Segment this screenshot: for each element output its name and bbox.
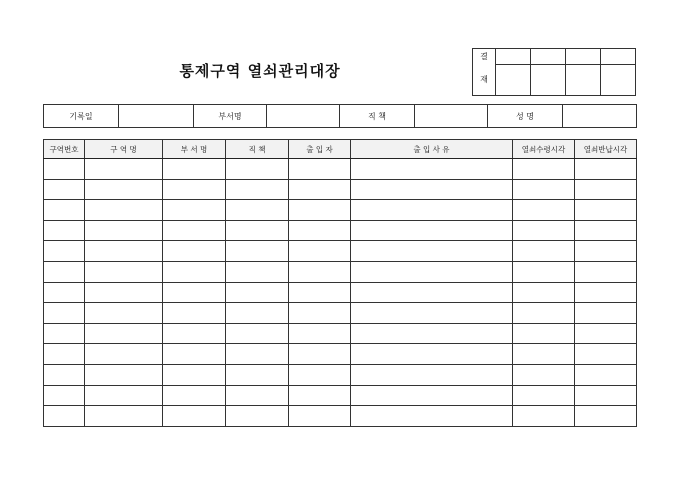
table-cell[interactable]: [44, 303, 85, 324]
table-cell[interactable]: [575, 364, 637, 385]
table-row: [44, 220, 637, 241]
table-cell[interactable]: [85, 159, 163, 180]
table-cell[interactable]: [226, 220, 289, 241]
approval-cell: [601, 49, 636, 65]
table-cell[interactable]: [44, 282, 85, 303]
position-label: 직 책: [340, 105, 415, 128]
table-cell[interactable]: [163, 282, 226, 303]
table-cell[interactable]: [85, 385, 163, 406]
table-cell[interactable]: [44, 200, 85, 221]
table-row: [44, 364, 637, 385]
table-cell[interactable]: [226, 179, 289, 200]
approval-sign-cell: [531, 65, 566, 96]
table-cell[interactable]: [351, 303, 513, 324]
table-cell[interactable]: [289, 200, 351, 221]
table-cell[interactable]: [575, 406, 637, 427]
table-cell[interactable]: [226, 261, 289, 282]
table-cell[interactable]: [163, 385, 226, 406]
header-entry-reason: 출 입 사 유: [351, 140, 513, 159]
header-key-returned-time: 열쇠반납시각: [575, 140, 637, 159]
table-cell[interactable]: [44, 344, 85, 365]
table-cell[interactable]: [289, 282, 351, 303]
table-cell[interactable]: [226, 159, 289, 180]
page-title: 통제구역 열쇠관리대장: [179, 62, 341, 80]
table-cell[interactable]: [351, 261, 513, 282]
table-cell[interactable]: [513, 303, 575, 324]
name-label: 성 명: [488, 105, 563, 128]
table-cell[interactable]: [163, 364, 226, 385]
table-row: [44, 344, 637, 365]
table-cell[interactable]: [44, 323, 85, 344]
table-cell[interactable]: [163, 323, 226, 344]
header-zone-name: 구 역 명: [85, 140, 163, 159]
table-cell[interactable]: [44, 220, 85, 241]
approval-cell: [531, 49, 566, 65]
table-cell[interactable]: [513, 323, 575, 344]
table-cell[interactable]: [85, 323, 163, 344]
table-cell[interactable]: [163, 220, 226, 241]
table-cell[interactable]: [513, 261, 575, 282]
record-date-label: 기록일: [44, 105, 119, 128]
table-cell[interactable]: [85, 303, 163, 324]
table-cell[interactable]: [351, 364, 513, 385]
table-cell[interactable]: [289, 241, 351, 262]
table-cell[interactable]: [289, 364, 351, 385]
header-zone-number: 구역번호: [44, 140, 85, 159]
table-cell[interactable]: [226, 323, 289, 344]
table-cell[interactable]: [163, 200, 226, 221]
header-visitor: 출 입 자: [289, 140, 351, 159]
department-field[interactable]: [267, 105, 340, 128]
table-cell[interactable]: [226, 406, 289, 427]
table-cell[interactable]: [351, 282, 513, 303]
table-cell[interactable]: [351, 220, 513, 241]
approval-box: [472, 48, 636, 96]
department-label: 부서명: [194, 105, 267, 128]
approval-cell: [566, 49, 601, 65]
table-cell[interactable]: [575, 159, 637, 180]
table-cell[interactable]: [575, 241, 637, 262]
table-cell[interactable]: [226, 282, 289, 303]
table-cell[interactable]: [575, 344, 637, 365]
table-cell[interactable]: [44, 179, 85, 200]
table-cell[interactable]: [163, 179, 226, 200]
table-cell[interactable]: [163, 406, 226, 427]
table-cell[interactable]: [44, 385, 85, 406]
table-cell[interactable]: [226, 364, 289, 385]
table-cell[interactable]: [575, 323, 637, 344]
name-field[interactable]: [563, 105, 637, 128]
table-cell[interactable]: [513, 220, 575, 241]
table-cell[interactable]: [513, 159, 575, 180]
table-row: [44, 385, 637, 406]
table-cell[interactable]: [289, 179, 351, 200]
record-date-field[interactable]: [119, 105, 194, 128]
table-cell[interactable]: [85, 241, 163, 262]
position-field[interactable]: [415, 105, 488, 128]
header-department: 부 서 명: [163, 140, 226, 159]
table-cell[interactable]: [163, 261, 226, 282]
table-cell[interactable]: [513, 241, 575, 262]
approval-sign-cell: [601, 65, 636, 96]
table-cell[interactable]: [44, 406, 85, 427]
table-cell[interactable]: [85, 282, 163, 303]
approval-label-bottom: 재: [473, 65, 496, 96]
table-cell[interactable]: [85, 179, 163, 200]
table-cell[interactable]: [289, 220, 351, 241]
table-cell[interactable]: [289, 261, 351, 282]
table-cell[interactable]: [351, 159, 513, 180]
table-cell[interactable]: [351, 200, 513, 221]
table-cell[interactable]: [575, 261, 637, 282]
table-cell[interactable]: [85, 220, 163, 241]
table-cell[interactable]: [513, 179, 575, 200]
table-cell[interactable]: [289, 385, 351, 406]
table-cell[interactable]: [289, 406, 351, 427]
table-cell[interactable]: [226, 303, 289, 324]
table-cell[interactable]: [85, 261, 163, 282]
table-cell[interactable]: [226, 241, 289, 262]
table-cell[interactable]: [226, 385, 289, 406]
table-cell[interactable]: [575, 220, 637, 241]
table-row: [44, 200, 637, 221]
table-cell[interactable]: [85, 364, 163, 385]
table-row: [44, 241, 637, 262]
table-row: [44, 282, 637, 303]
approval-cell: [496, 49, 531, 65]
table-cell[interactable]: [351, 179, 513, 200]
table-cell[interactable]: [44, 159, 85, 180]
table-cell[interactable]: [44, 364, 85, 385]
header-position: 직 책: [226, 140, 289, 159]
table-cell[interactable]: [351, 406, 513, 427]
table-cell[interactable]: [575, 303, 637, 324]
table-cell[interactable]: [44, 241, 85, 262]
header-row: [44, 140, 637, 159]
info-table: [43, 104, 637, 128]
table-cell[interactable]: [163, 303, 226, 324]
table-cell[interactable]: [575, 179, 637, 200]
table-row: [44, 261, 637, 282]
table-cell[interactable]: [44, 261, 85, 282]
table-cell[interactable]: [289, 159, 351, 180]
approval-label-top: 결: [473, 49, 496, 65]
approval-sign-cell: [566, 65, 601, 96]
table-cell[interactable]: [351, 323, 513, 344]
table-cell[interactable]: [85, 200, 163, 221]
table-cell[interactable]: [513, 282, 575, 303]
table-row: [44, 159, 637, 180]
table-cell[interactable]: [163, 159, 226, 180]
table-cell[interactable]: [226, 200, 289, 221]
table-row: [44, 303, 637, 324]
table-row: [44, 323, 637, 344]
table-cell[interactable]: [575, 200, 637, 221]
approval-sign-cell: [496, 65, 531, 96]
table-cell[interactable]: [513, 344, 575, 365]
header-key-received-time: 열쇠수령시각: [513, 140, 575, 159]
table-cell[interactable]: [163, 241, 226, 262]
table-row: [44, 179, 637, 200]
table-cell[interactable]: [289, 303, 351, 324]
table-cell[interactable]: [513, 406, 575, 427]
table-cell[interactable]: [163, 344, 226, 365]
table-cell[interactable]: [513, 385, 575, 406]
table-cell[interactable]: [351, 344, 513, 365]
table-cell[interactable]: [575, 282, 637, 303]
table-cell[interactable]: [289, 323, 351, 344]
table-cell[interactable]: [351, 385, 513, 406]
table-row: [44, 406, 637, 427]
table-cell[interactable]: [513, 364, 575, 385]
table-cell[interactable]: [351, 241, 513, 262]
table-cell[interactable]: [85, 406, 163, 427]
table-cell[interactable]: [513, 200, 575, 221]
key-log-table: [43, 139, 637, 427]
table-cell[interactable]: [575, 385, 637, 406]
table-cell[interactable]: [85, 344, 163, 365]
table-cell[interactable]: [226, 344, 289, 365]
table-cell[interactable]: [289, 344, 351, 365]
